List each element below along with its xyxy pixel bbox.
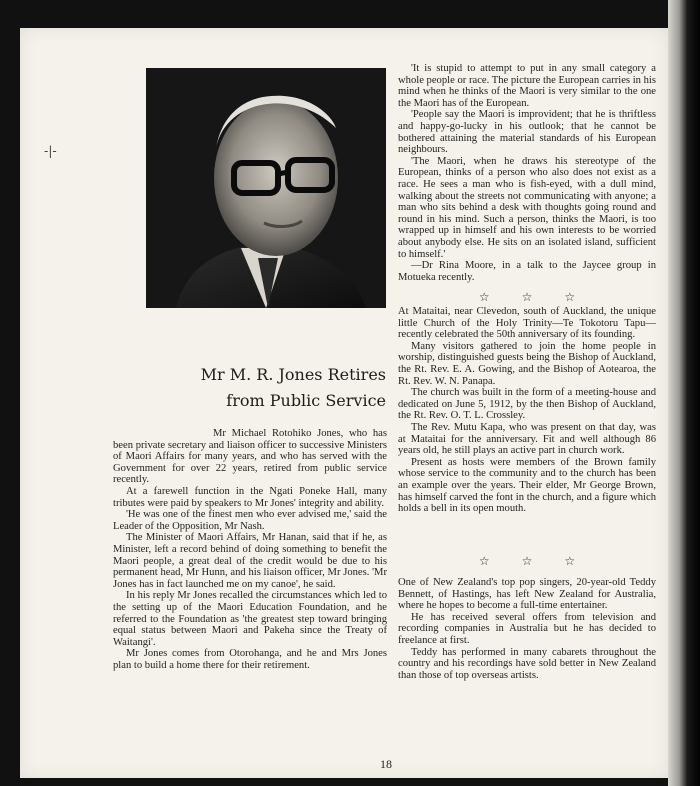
jones-article-body [113,428,387,671]
paragraph: In his reply Mr Jones recalled the circumstances which led to the setting up of the Maori Education Foundation, and he referred to the Foundation as 'the greatest step toward bringing equal status between Maori and Pakeha since the Treaty of Waitangi'. [113,590,387,648]
paragraph: The church was built in the form of a meeting-house and dedicated on June 5, 1912, by the then Bishop of Auckland, the Rt. Rev. O. T. L. Crossley. [398,387,656,422]
star-icon: ☆ [521,290,533,304]
paragraph: Mr Jones comes from Otorohanga, and he and Mrs Jones plan to build a home there for their retirement. [113,648,387,671]
page-number: 18 [380,757,392,771]
section-separator [398,554,656,568]
section-separator [398,290,656,304]
paragraph: 'People say the Maori is improvident; that he is thriftless and happy-go-lucky in his outlook; that he cannot be bothered attaining the material standards of his European neighbours. [398,109,656,156]
paragraph: He has received several offers from television and recording companies in Australia but he has decided to freelance at first. [398,611,656,646]
portrait-photo [146,68,386,308]
paragraph: Many visitors gathered to join the home people in worship, distinguished guests being the Bishop of Auckland, the Rt. Rev. E. A. Gowing, and the Bishop of Aotearoa, the Rt. Rev. W. N. Panapa. [398,340,656,387]
paragraph: The Minister of Maori Affairs, Mr Hanan, said that if he, as Minister, left a record behind of doing something to benefit the Maori people, a great deal of the credit would be due to his permanent head, Mr Hunn, and his liaison officer, Mr Jones. 'Mr Jones has in fact launched me on my canoe', he said. [113,532,387,590]
paragraph: One of New Zealand's top pop singers, 20-year-old Teddy Bennett, of Hastings, has left New Zealand for Australia, where he hopes to become a full-time entertainer. [398,577,656,612]
paragraph: Teddy has performed in many cabarets throughout the country and his recordings have sold better in New Zealand than those of top overseas artists. [398,646,656,681]
paragraph: 'The Maori, when he draws his stereotype of the European, thinks of a person who also does not exist as a race. He sees a man who is fish-eyed, with a dull mind, walking about the streets not communicating with anyone; a man who sits behind a desk with thoughts going round and round in his mind. Such a person, thinks the Maori, is too wrapped up in himself and his own interests to be worried about anybody else. He sits on an isolated island, sufficient to himself.' [398,155,656,260]
paragraph: Mr Michael Rotohiko Jones, who has been private secretary and liaison officer to successive Ministers of Maori Affairs for many years, and who has served with the Government for over 22 years, retired from public service recently. [113,428,387,486]
paragraph: Present as hosts were members of the Brown family whose service to the community and to the church has been an example over the years. Their elder, Mr George Brown, has himself carved the font in the church, and a figure which holds a bell in its open mouth. [398,456,656,515]
headline-line-2: from Public Service [226,391,386,410]
star-icon: ☆ [564,290,576,304]
singer-article [398,577,656,681]
rina-moore-quote [398,63,656,283]
quote-attribution: —Dr Rina Moore, in a talk to the Jaycee group in Motueka recently. [398,260,656,283]
book-spine [668,0,700,786]
star-icon: ☆ [478,554,490,568]
star-icon: ☆ [564,554,576,568]
church-article [398,306,656,515]
paragraph: The Rev. Mutu Kapa, who was present on that day, was at Mataitai for the anniversary. Fit and well although 86 years old, he still plays an active part in church work. [398,421,656,457]
article-headline [150,362,386,414]
star-icon: ☆ [478,290,490,304]
paragraph: 'It is stupid to attempt to put in any small category a whole people or race. The picture the European carries in his mind when he thinks of the Maori is very similar to the one the Maori has of the European. [398,63,656,109]
paragraph: At Mataitai, near Clevedon, south of Auckland, the unique little Church of the Holy Trinity—Te Tokotoru Tapu—recently celebrated the 50th anniversary of its founding. [398,306,656,341]
headline-line-1: Mr M. R. Jones Retires [200,365,386,384]
paragraph: 'He was one of the finest men who ever advised me,' said the Leader of the Opposition, Mr Nash. [113,509,387,532]
portrait-image [146,68,386,308]
margin-mark: -|- [44,144,57,158]
paragraph: At a farewell function in the Ngati Poneke Hall, many tributes were paid by speakers to Mr Jones' integrity and ability. [113,485,387,509]
star-icon: ☆ [521,554,533,568]
